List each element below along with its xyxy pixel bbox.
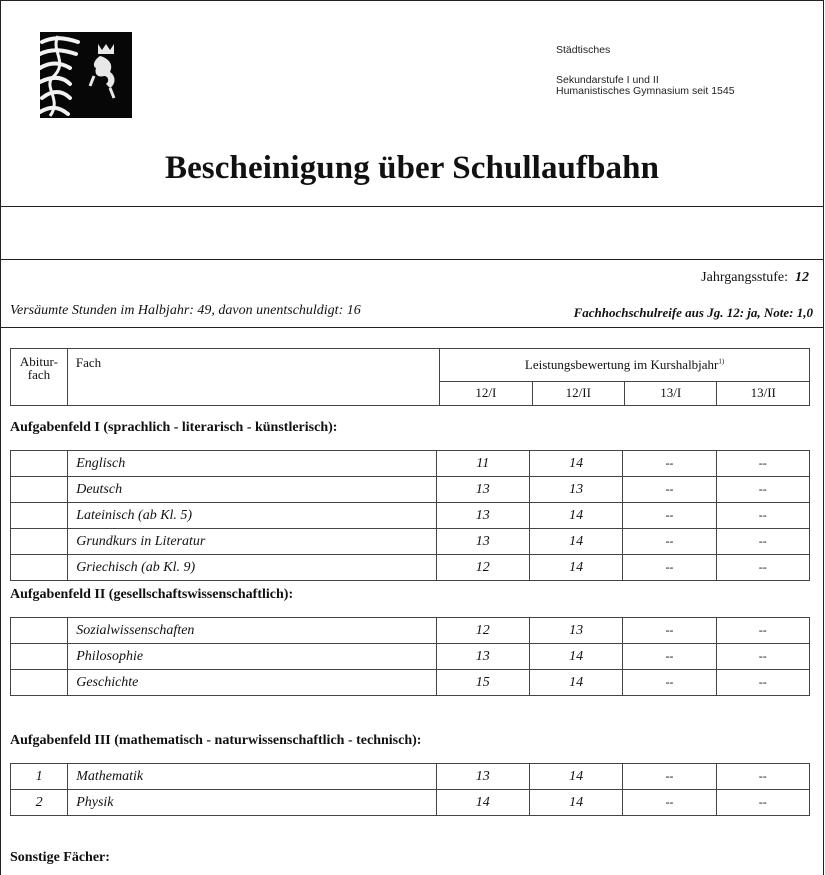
- grades-table-section-3: [10, 763, 810, 816]
- table-row: [11, 618, 810, 644]
- page-border-left: [0, 0, 1, 875]
- grade-cell: 14: [529, 529, 622, 555]
- grade-cell: --: [623, 555, 716, 581]
- grade-cell: --: [623, 451, 716, 477]
- table-cell: [11, 644, 68, 670]
- divider-line: [0, 259, 824, 260]
- halbjahr-header: 13/I: [625, 381, 717, 405]
- grade-cell: --: [716, 644, 809, 670]
- section-title: Sonstige Fächer:: [10, 850, 110, 865]
- subject-name: Englisch: [68, 451, 436, 477]
- grade-cell: --: [716, 529, 809, 555]
- grade-cell: --: [623, 670, 716, 696]
- grade-cell: 12: [436, 618, 529, 644]
- grade-cell: --: [716, 503, 809, 529]
- grade-cell: 13: [436, 644, 529, 670]
- table-cell: [11, 451, 68, 477]
- table-row: [11, 670, 810, 696]
- section-title: Aufgabenfeld I (sprachlich - literarisch - künstlerisch):: [10, 420, 338, 435]
- grade-cell: --: [716, 477, 809, 503]
- grade-cell: 14: [529, 670, 622, 696]
- table-cell: [11, 555, 68, 581]
- subject-name: Grundkurs in Literatur: [68, 529, 436, 555]
- grade-cell: --: [716, 670, 809, 696]
- school-type: Städtisches: [556, 44, 611, 56]
- grade-cell: 14: [436, 790, 529, 816]
- jahrgangsstufe: [701, 270, 809, 286]
- grade-cell: --: [623, 644, 716, 670]
- grade-cell: --: [623, 503, 716, 529]
- document-title: Bescheinigung über Schullaufbahn: [164, 150, 660, 186]
- leistung-header: Leistungsbewertung im Kurshalbjahr$^{1)}$: [440, 349, 810, 382]
- divider-line: [0, 327, 824, 328]
- table-row: [11, 644, 810, 670]
- table-cell: [11, 503, 68, 529]
- grade-cell: 13: [436, 764, 529, 790]
- grade-cell: --: [623, 618, 716, 644]
- missed-hours: Versäumte Stunden im Halbjahr: 49, davon unentschuldigt: 16: [10, 303, 361, 318]
- abiturfach-number: 2: [11, 790, 68, 816]
- grade-cell: --: [716, 451, 809, 477]
- page-border-right: [823, 0, 824, 875]
- table-cell: [11, 618, 68, 644]
- grade-cell: 15: [436, 670, 529, 696]
- grades-table-section-2: [10, 617, 810, 696]
- school-description: Humanistisches Gymnasium seit 1545: [556, 85, 735, 97]
- grade-cell: --: [623, 529, 716, 555]
- subject-name: Physik: [68, 790, 436, 816]
- grade-cell: --: [716, 555, 809, 581]
- jahrgang-label: Jahrgangsstufe:: [701, 270, 788, 285]
- grade-cell: 14: [529, 790, 622, 816]
- subject-name: Mathematik: [68, 764, 436, 790]
- school-logo-icon: [40, 32, 132, 118]
- subject-name: Philosophie: [68, 644, 436, 670]
- subject-name: Lateinisch (ab Kl. 5): [68, 503, 436, 529]
- abiturfach-number: 1: [11, 764, 68, 790]
- section-title: Aufgabenfeld III (mathematisch - naturwissenschaftlich - technisch):: [10, 733, 422, 748]
- divider-line: [0, 206, 824, 207]
- grades-table-header: [10, 348, 810, 406]
- grade-cell: --: [716, 618, 809, 644]
- table-cell: [11, 477, 68, 503]
- grade-cell: 14: [529, 503, 622, 529]
- grade-cell: --: [623, 764, 716, 790]
- grade-cell: 11: [436, 451, 529, 477]
- subject-name: Sozialwissenschaften: [68, 618, 436, 644]
- page-border-top: [0, 0, 824, 1]
- school-level: Sekundarstufe I und II: [556, 74, 659, 86]
- table-row: [11, 555, 810, 581]
- grade-cell: --: [623, 790, 716, 816]
- grade-cell: --: [716, 790, 809, 816]
- grade-cell: 13: [436, 477, 529, 503]
- school-logo: [40, 32, 132, 118]
- fach-header: Fach: [67, 349, 439, 406]
- grade-cell: 14: [529, 555, 622, 581]
- subject-name: Geschichte: [68, 670, 436, 696]
- table-row: [11, 451, 810, 477]
- abiturfach-header: Abitur- fach: [11, 349, 68, 406]
- table-row: [11, 477, 810, 503]
- grade-cell: 14: [529, 764, 622, 790]
- subject-name: Griechisch (ab Kl. 9): [68, 555, 436, 581]
- halbjahr-header: 12/I: [440, 381, 532, 405]
- grades-table-section-1: [10, 450, 810, 581]
- grade-cell: --: [623, 477, 716, 503]
- halbjahr-header: 13/II: [717, 381, 810, 405]
- table-row: [11, 764, 810, 790]
- section-title: Aufgabenfeld II (gesellschaftswissenschaftlich):: [10, 587, 294, 602]
- table-row: [11, 529, 810, 555]
- fachhochschulreife: Fachhochschulreife aus Jg. 12: ja, Note: 1,0: [573, 305, 813, 320]
- jahrgang-value: 12: [795, 270, 809, 285]
- table-row: [11, 503, 810, 529]
- grade-cell: 13: [529, 618, 622, 644]
- table-cell: [11, 670, 68, 696]
- grade-cell: 12: [436, 555, 529, 581]
- grade-cell: 14: [529, 451, 622, 477]
- grade-cell: 13: [436, 503, 529, 529]
- grade-cell: 13: [529, 477, 622, 503]
- table-cell: [11, 529, 68, 555]
- grade-cell: 13: [436, 529, 529, 555]
- halbjahr-header: 12/II: [532, 381, 624, 405]
- grade-cell: --: [716, 764, 809, 790]
- table-row: [11, 790, 810, 816]
- subject-name: Deutsch: [68, 477, 436, 503]
- grade-cell: 14: [529, 644, 622, 670]
